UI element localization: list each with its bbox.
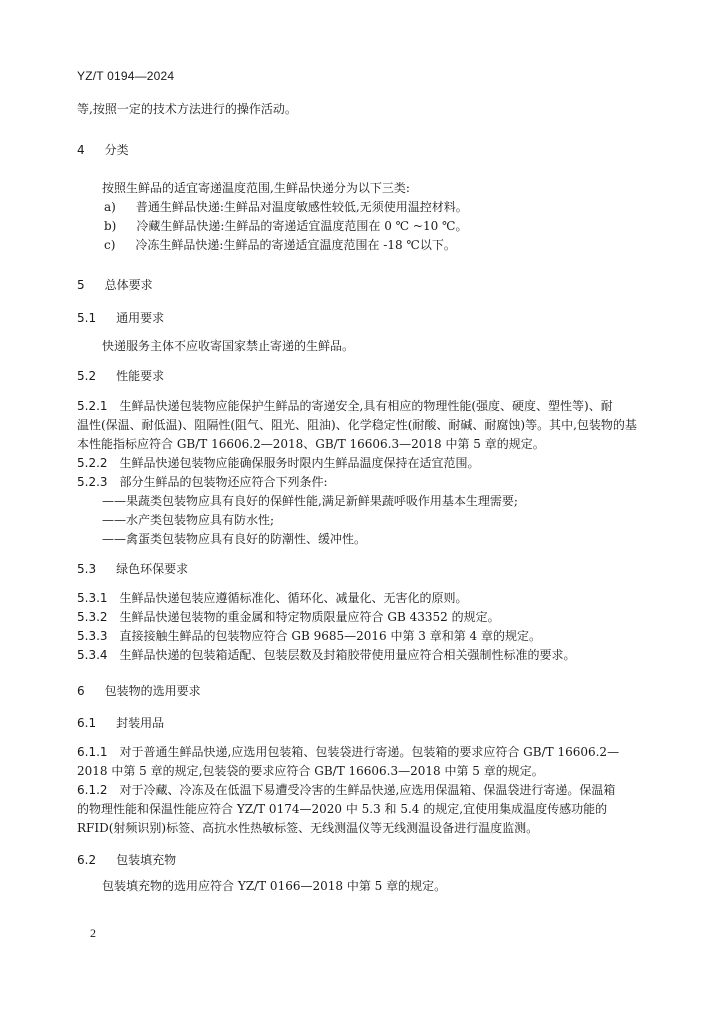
document-code: YZ/T 0194—2024 [77, 69, 175, 83]
section-heading-5-1: 5.1 通用要求 [77, 311, 165, 325]
paragraph-line: 的物理性能和保温性能应符合 YZ/T 0174—2020 中 5.3 和 5.4 的规定,宜使用集成温度传感功能的 [77, 802, 608, 816]
section-heading-6-2: 6.2 包装填充物 [77, 853, 177, 867]
paragraph-line: 包装填充物的选用应符合 YZ/T 0166—2018 中第 5 章的规定。 [102, 879, 447, 893]
paragraph-line: 温性(保温、耐低温)、阻隔性(阻气、阻光、阻油)、化学稳定性(耐酸、耐碱、耐腐蚀)等。其中,包装物的基 [77, 418, 637, 432]
clause-5-3-4: 5.3.4 生鲜品快递的包装箱适配、包装层数及封箱胶带使用量应符合相关强制性标准的要求。 [77, 648, 576, 662]
list-item-a: a) 普通生鲜品快递:生鲜品对温度敏感性较低,无须使用温控材料。 [104, 200, 468, 214]
list-item-c: c) 冷冻生鲜品快递:生鲜品的寄递适宜温度范围在 -18 ℃以下。 [104, 238, 456, 252]
dash-item: ——水产类包装物应具有防水性; [102, 513, 275, 527]
clause-5-2-1: 5.2.1 生鲜品快递包装物应能保护生鲜品的寄递安全,具有相应的物理性能(强度、硬度、塑性等)、耐 [77, 399, 613, 413]
clause-5-2-3: 5.2.3 部分生鲜品的包装物还应符合下列条件: [77, 475, 328, 489]
section-heading-5: 5 总体要求 [77, 278, 153, 292]
paragraph-line: RFID(射频识别)标签、高抗水性热敏标签、无线测温仪等无线测温设备进行温度监测。 [77, 821, 539, 835]
section-heading-6-1: 6.1 封装用品 [77, 716, 165, 730]
paragraph-line: 本性能指标应符合 GB/T 16606.2—2018、GB/T 16606.3—2018 中第 5 章的规定。 [77, 437, 545, 451]
paragraph-line: 等,按照一定的技术方法进行的操作活动。 [77, 102, 297, 116]
page-number: 2 [90, 926, 96, 940]
dash-item: ——果蔬类包装物应具有良好的保鲜性能,满足新鲜果蔬呼吸作用基本生理需要; [102, 494, 518, 508]
paragraph-line: 按照生鲜品的适宜寄递温度范围,生鲜品快递分为以下三类: [102, 181, 410, 195]
clause-5-3-2: 5.3.2 生鲜品快递包装物的重金属和特定物质限量应符合 GB 43352 的规定。 [77, 610, 500, 624]
clause-5-3-3: 5.3.3 直接接触生鲜品的包装物应符合 GB 9685—2016 中第 3 章和第 4 章的规定。 [77, 629, 542, 643]
section-heading-5-3: 5.3 绿色环保要求 [77, 562, 189, 576]
section-heading-6: 6 包装物的选用要求 [77, 684, 201, 698]
dash-item: ——禽蛋类包装物应具有良好的防潮性、缓冲性。 [102, 532, 367, 546]
section-heading-4: 4 分类 [77, 143, 129, 157]
clause-5-2-2: 5.2.2 生鲜品快递包装物应能确保服务时限内生鲜品温度保持在适宜范围。 [77, 456, 480, 470]
paragraph-line: 快递服务主体不应收寄国家禁止寄递的生鲜品。 [102, 339, 355, 353]
paragraph-line: 2018 中第 5 章的规定,包装袋的要求应符合 GB/T 16606.3—2018 中第 5 章的规定。 [77, 764, 544, 778]
clause-6-1-1: 6.1.1 对于普通生鲜品快递,应选用包装箱、包装袋进行寄递。包装箱的要求应符合 GB/T 16606.2— [77, 745, 620, 759]
clause-6-1-2: 6.1.2 对于冷藏、冷冻及在低温下易遭受冷害的生鲜品快递,应选用保温箱、保温袋进行寄递。保温箱 [77, 783, 616, 797]
clause-5-3-1: 5.3.1 生鲜品快递包装应遵循标准化、循环化、减量化、无害化的原则。 [77, 591, 468, 605]
section-heading-5-2: 5.2 性能要求 [77, 369, 165, 383]
list-item-b: b) 冷藏生鲜品快递:生鲜品的寄递适宜温度范围在 0 ℃ ~10 ℃。 [104, 219, 468, 233]
